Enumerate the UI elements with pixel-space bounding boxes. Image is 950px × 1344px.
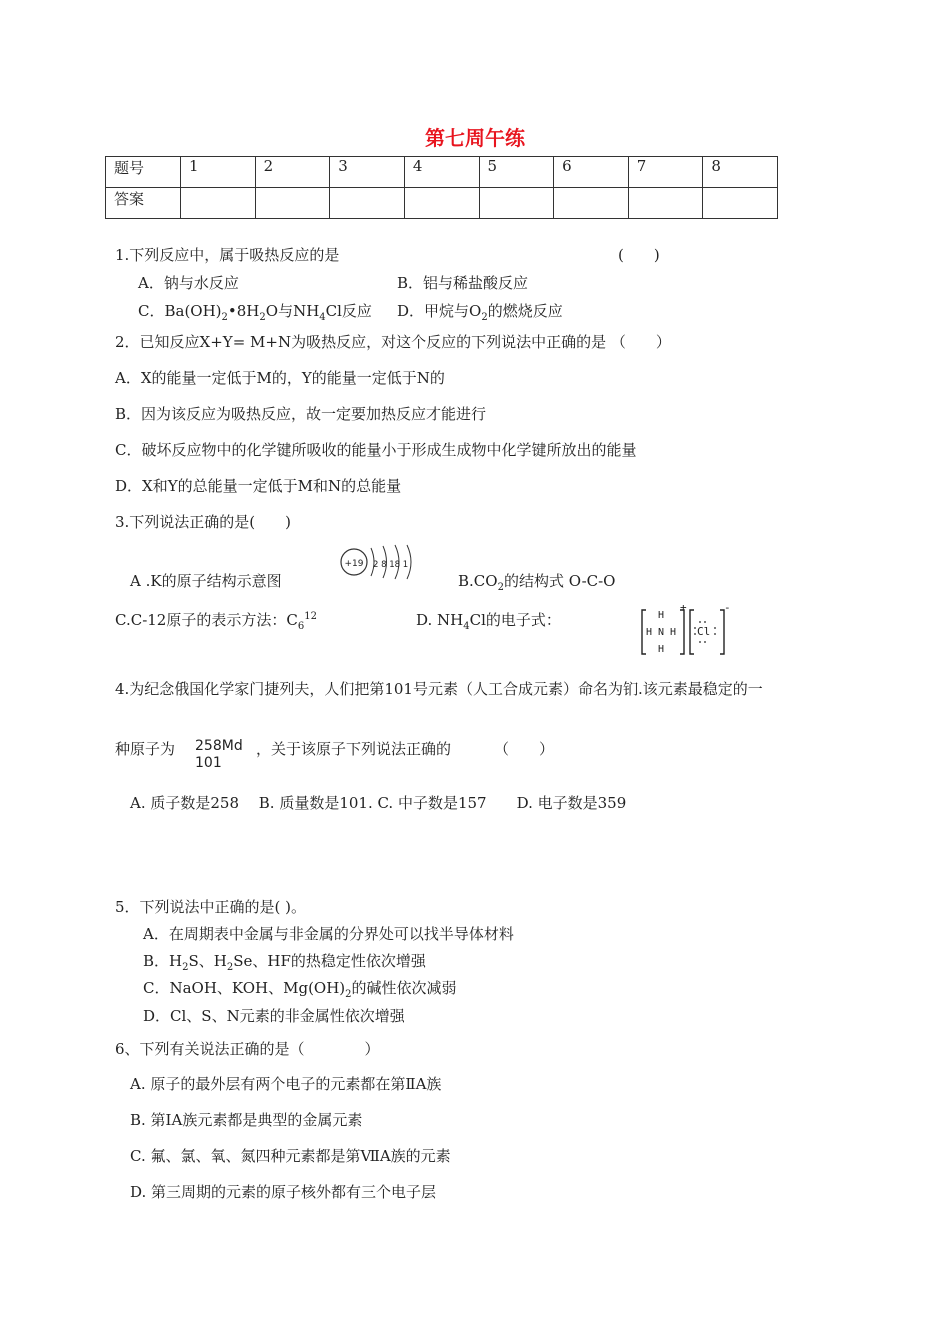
q3-option-a[interactable]: A .K的原子结构示意图 — [130, 572, 282, 590]
q1-option-d[interactable] — [397, 300, 563, 323]
text: D. NH — [416, 611, 464, 629]
answer-cell[interactable] — [330, 188, 405, 219]
subscript: 2 — [259, 312, 266, 323]
q5-option-c[interactable] — [143, 977, 457, 1000]
mass-number: 258 — [195, 738, 222, 754]
q2-option-c[interactable]: C．破坏反应物中的化学键所吸收的能量小于形成生成物中化学键所放出的能量 — [115, 441, 637, 459]
subscript: 4 — [463, 621, 470, 632]
q1-option-b[interactable]: B．铝与稀盐酸反应 — [397, 274, 529, 292]
subscript: 6 — [297, 621, 305, 632]
electron-dot — [714, 633, 716, 635]
q1-stem: 1.下列反应中，属于吸热反应的是 — [115, 246, 340, 264]
text: 的结构式 O-C-O — [503, 572, 616, 590]
text: C.C-12原子的表示方法：C — [115, 611, 298, 629]
text: C．NaOH、KOH、Mg(OH) — [143, 979, 346, 997]
subscript: 2 — [221, 312, 228, 323]
number-cell: 5 — [479, 157, 554, 188]
electron-dot — [694, 633, 696, 635]
subscript: 2 — [182, 962, 189, 973]
answer-cell[interactable] — [255, 188, 330, 219]
number-cell: 6 — [554, 157, 629, 188]
number-cell: 3 — [330, 157, 405, 188]
text: Se、HF的热稳定性依次增强 — [233, 952, 426, 970]
q1-bracket: ( ) — [618, 246, 660, 264]
table-row — [106, 188, 778, 219]
q4-stem: 4.为纪念俄国化学家门捷列夫，人们把第101号元素（人工合成元素）命名为钔.该元素最稳定的一 — [115, 680, 763, 698]
q2-option-a[interactable]: A．X的能量一定低于M的，Y的能量一定低于N的 — [115, 369, 445, 387]
nucleus-charge: +19 — [344, 559, 364, 569]
q2-option-b[interactable]: B．因为该反应为吸热反应，故一定要加热反应才能进行 — [115, 405, 487, 423]
answer-cell[interactable] — [703, 188, 778, 219]
q5-option-a[interactable]: A．在周期表中金属与非金属的分界处可以找半导体材料 — [143, 925, 514, 943]
shell-electron-counts: 2 8 18 1 — [373, 560, 409, 570]
electron-dot — [704, 641, 706, 643]
q1-option-a[interactable]: A．钠与水反应 — [138, 274, 239, 292]
nuclide-notation — [195, 738, 243, 772]
text: D．甲烷与O — [397, 302, 482, 320]
number-cell: 8 — [703, 157, 778, 188]
q4-line2-suffix: ，关于该原子下列说法正确的 — [256, 740, 452, 758]
q2-stem: 2．已知反应X+Y= M+N为吸热反应，对这个反应的下列说法中正确的是 （ ） — [115, 333, 671, 351]
row-label-answer: 答案 — [106, 188, 181, 219]
table-row — [106, 157, 778, 188]
q4-options[interactable]: A. 质子数是258 B. 质量数是101. C. 中子数是157 D. 电子数是359 — [130, 794, 627, 812]
number-cell: 1 — [181, 157, 256, 188]
q6-option-a[interactable]: A. 原子的最外层有两个电子的元素都在第ⅡA族 — [130, 1075, 442, 1093]
q6-stem: 6、下列有关说法正确的是（ ） — [115, 1040, 380, 1058]
q5-option-d[interactable]: D．Cl、S、N元素的非金属性依次增强 — [143, 1007, 405, 1025]
row-label-number: 题号 — [106, 157, 181, 188]
answer-cell[interactable] — [404, 188, 479, 219]
subscript: 2 — [497, 582, 504, 593]
q6-option-b[interactable]: B. 第ⅠA族元素都是典型的金属元素 — [130, 1111, 363, 1129]
atom-structure-diagram — [338, 542, 428, 582]
q3-option-b[interactable] — [458, 570, 615, 593]
q3-stem: 3.下列说法正确的是( ) — [115, 513, 292, 531]
electron-dot — [714, 627, 716, 629]
electron-dot — [704, 621, 706, 623]
text: 的燃烧反应 — [487, 302, 563, 320]
text: C．Ba(OH) — [138, 302, 222, 320]
q2-option-d[interactable]: D．X和Y的总能量一定低于M和N的总能量 — [115, 477, 402, 495]
text: B.CO — [458, 572, 498, 590]
q6-option-d[interactable]: D. 第三周期的元素的原子核外都有三个电子层 — [130, 1183, 437, 1201]
answer-cell[interactable] — [181, 188, 256, 219]
atomic-number: 101 — [195, 755, 222, 771]
q5-option-b[interactable] — [143, 950, 426, 973]
q6-option-c[interactable]: C. 氟、氯、氧、氮四种元素都是第ⅦA族的元素 — [130, 1147, 451, 1165]
number-cell: 7 — [628, 157, 703, 188]
q5-stem: 5．下列说法中正确的是( )。 — [115, 898, 307, 916]
text: B．H — [143, 952, 183, 970]
lewis-h-bottom: H — [658, 644, 665, 655]
answer-table — [105, 156, 778, 219]
text: Cl反应 — [325, 302, 372, 320]
q4-line2-prefix: 种原子为 — [115, 740, 176, 758]
superscript: 12 — [304, 611, 317, 622]
nuclide-top — [195, 738, 243, 755]
text: 的碱性依次减弱 — [351, 979, 457, 997]
text: S、H — [188, 952, 227, 970]
lewis-n: N — [658, 627, 665, 638]
lewis-plus: + — [680, 602, 687, 614]
q1-option-c[interactable] — [138, 300, 372, 323]
answer-cell[interactable] — [554, 188, 629, 219]
lewis-minus: - — [724, 602, 731, 614]
text: •8H — [227, 302, 260, 320]
text: Cl的电子式： — [469, 611, 561, 629]
q4-bracket: （ ） — [494, 740, 555, 758]
subscript: 2 — [481, 312, 488, 323]
page-title: 第七周午练 — [425, 126, 525, 150]
electron-dot — [694, 627, 696, 629]
electron-dot — [699, 621, 701, 623]
text: O与NH — [265, 302, 320, 320]
subscript: 4 — [319, 312, 326, 323]
subscript: 2 — [345, 989, 352, 1000]
answer-cell[interactable] — [628, 188, 703, 219]
number-cell: 4 — [404, 157, 479, 188]
lewis-cl: Cl — [697, 625, 711, 638]
lewis-h-right: H — [670, 627, 677, 638]
electron-dot — [699, 641, 701, 643]
answer-cell[interactable] — [479, 188, 554, 219]
lewis-h-left: H — [646, 627, 653, 638]
number-cell: 2 — [255, 157, 330, 188]
ammonium-chloride-lewis-structure — [640, 602, 732, 660]
element-symbol: Md — [221, 738, 243, 754]
lewis-h-top: H — [658, 610, 665, 621]
q3-option-d[interactable] — [416, 609, 561, 632]
q3-option-c[interactable] — [115, 609, 317, 632]
subscript: 2 — [226, 962, 234, 973]
